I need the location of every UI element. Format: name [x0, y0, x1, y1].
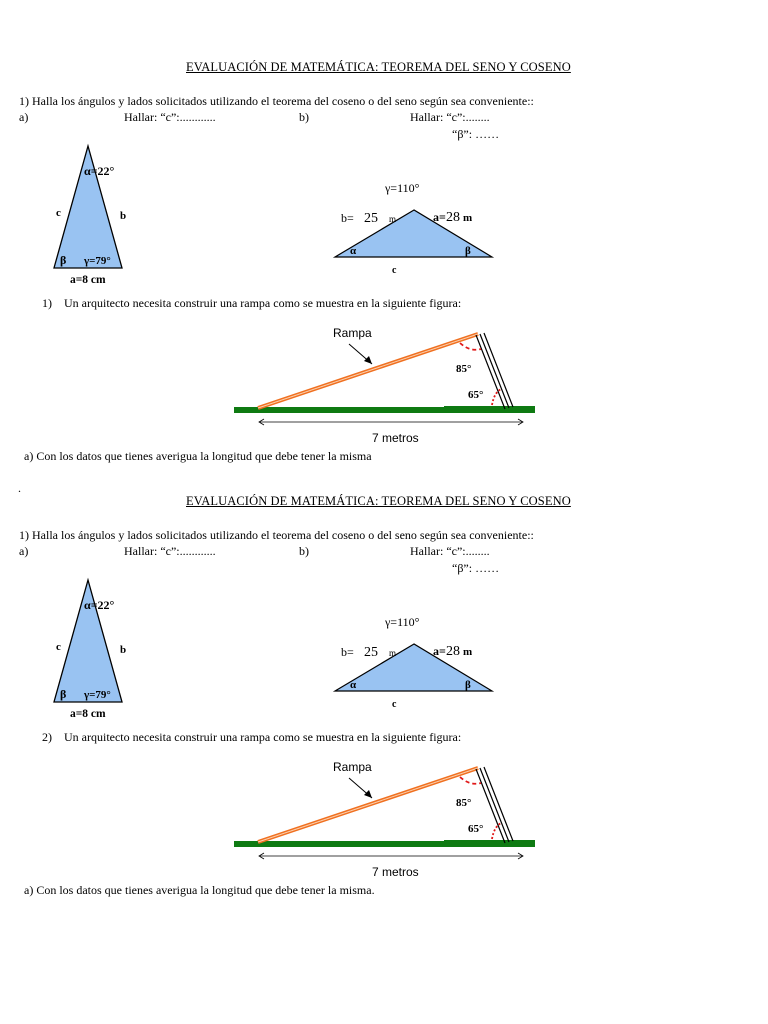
ramp-label: Rampa: [333, 326, 372, 340]
triangle-a-alpha: α=22°: [84, 164, 115, 178]
triangle-b-b-value: 25: [364, 645, 378, 660]
ground-line-right: [444, 840, 535, 847]
ramp-line-highlight: [258, 768, 478, 842]
part-b-label: b): [299, 544, 309, 558]
triangle-a-side-a: a=8 cm: [70, 274, 106, 286]
triangle-a-gamma: γ=79°: [84, 255, 111, 267]
triangle-b-beta: β: [465, 245, 471, 257]
triangle-a-beta: β: [60, 687, 67, 701]
triangle-b-gamma: γ=110°: [385, 181, 420, 195]
part-b-find-beta: “β”: ……: [452, 561, 500, 575]
rampa-arrowhead: [364, 790, 372, 798]
part-b-label: b): [299, 110, 309, 124]
triangle-b-b-unit: m: [389, 648, 397, 658]
question-text: a) Con los datos que tienes averigua la longitud que debe tener la misma.: [24, 883, 375, 897]
triangle-b-b-unit: m: [389, 214, 397, 224]
part-b-find-c: Hallar: “c”:........: [410, 544, 490, 558]
angle-bottom-label: 65°: [468, 389, 484, 401]
part-a-label: a): [19, 110, 29, 124]
triangle-b-side-c: c: [392, 699, 397, 710]
triangle-b-alpha: α: [350, 679, 357, 691]
triangle-a-side-a: a=8 cm: [70, 708, 106, 720]
ramp-label: Rampa: [333, 760, 372, 774]
distance-label: 7 metros: [372, 431, 419, 445]
triangle-a-side-b: b: [120, 644, 127, 656]
part-b-find-c: Hallar: “c”:........: [410, 110, 490, 124]
ground-line-right: [444, 406, 535, 413]
triangle-b-b-value: 25: [364, 211, 378, 226]
triangle-b-beta: β: [465, 679, 471, 691]
triangle-b-b-prefix: b=: [341, 211, 354, 225]
rampa-arrowhead: [364, 356, 372, 364]
angle-arc-bottom: [492, 823, 501, 839]
triangle-a-beta: β: [60, 253, 67, 267]
section-title: EVALUACIÓN DE MATEMÁTICA: TEOREMA DEL SENO Y COSENO: [186, 494, 571, 508]
problem-number: 1): [42, 296, 52, 310]
part-b-find-beta: “β”: ……: [452, 127, 500, 141]
ground-line: [234, 407, 444, 413]
angle-arc-top: [460, 777, 481, 784]
instruction-text: 1) Halla los ángulos y lados solicitados utilizando el teorema del coseno o del seno según sea conveniente::: [19, 94, 534, 108]
angle-top-label: 85°: [456, 363, 472, 375]
part-a-label: a): [19, 544, 29, 558]
ramp-figure: [0, 434, 768, 894]
ramp-figure: [0, 0, 768, 460]
triangle-b-a-value: 28: [446, 644, 460, 659]
triangle-a-gamma: γ=79°: [84, 689, 111, 701]
distance-label: 7 metros: [372, 865, 419, 879]
triangle-b-alpha: α: [350, 245, 357, 257]
separator-mark: .: [18, 481, 21, 495]
instruction-text: 1) Halla los ángulos y lados solicitados utilizando el teorema del coseno o del seno según sea conveniente::: [19, 528, 534, 542]
triangle-b-a-prefix: a=: [433, 210, 446, 224]
triangle-b-a-unit: m: [463, 212, 473, 224]
ramp-line-highlight: [258, 334, 478, 408]
triangle-a-side-c: c: [56, 207, 61, 219]
section-title: EVALUACIÓN DE MATEMÁTICA: TEOREMA DEL SENO Y COSENO: [186, 60, 571, 74]
part-a-find: Hallar: “c”:............: [124, 544, 216, 558]
triangle-b-side-c: c: [392, 265, 397, 276]
angle-top-label: 85°: [456, 797, 472, 809]
problem-number: 2): [42, 730, 52, 744]
triangle-b-a-unit: m: [463, 646, 473, 658]
part-a-find: Hallar: “c”:............: [124, 110, 216, 124]
triangle-b-gamma: γ=110°: [385, 615, 420, 629]
triangle-b-a-prefix: a=: [433, 644, 446, 658]
support-line-3: [484, 333, 513, 407]
triangle-a-alpha: α=22°: [84, 598, 115, 612]
angle-arc-top: [460, 343, 481, 350]
triangle-a-side-b: b: [120, 210, 127, 222]
triangle-b-b-prefix: b=: [341, 645, 354, 659]
problem-text: Un arquitecto necesita construir una rampa como se muestra en la siguiente figura:: [64, 296, 462, 310]
question-text: a) Con los datos que tienes averigua la longitud que debe tener la misma: [24, 449, 372, 463]
triangle-a-side-c: c: [56, 641, 61, 653]
angle-bottom-label: 65°: [468, 823, 484, 835]
ground-line: [234, 841, 444, 847]
angle-arc-bottom: [492, 389, 501, 405]
support-line-3: [484, 767, 513, 841]
triangle-b-a-value: 28: [446, 210, 460, 225]
problem-text: Un arquitecto necesita construir una rampa como se muestra en la siguiente figura:: [64, 730, 462, 744]
